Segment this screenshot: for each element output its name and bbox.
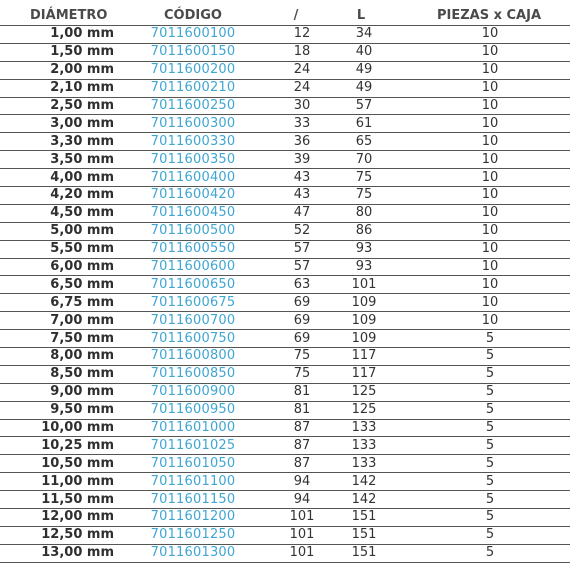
cell-codigo: 7011600950 <box>120 401 266 419</box>
cell-i: 75 <box>266 365 326 383</box>
cell-codigo: 7011600500 <box>120 222 266 240</box>
cell-i: 57 <box>266 240 326 258</box>
cell-piezas: 10 <box>396 79 570 97</box>
table-row <box>0 491 570 509</box>
table-row <box>0 509 570 527</box>
cell-piezas: 10 <box>396 240 570 258</box>
table-header <box>0 6 570 26</box>
cell-piezas: 5 <box>396 401 570 419</box>
cell-piezas: 5 <box>396 383 570 401</box>
cell-l: 142 <box>326 473 396 491</box>
cell-diametro: 12,50 mm <box>0 526 120 544</box>
cell-piezas: 10 <box>396 43 570 61</box>
cell-diametro: 7,00 mm <box>0 312 120 330</box>
table-row <box>0 115 570 133</box>
cell-i: 87 <box>266 419 326 437</box>
cell-diametro: 13,00 mm <box>0 544 120 562</box>
cell-codigo: 7011600330 <box>120 133 266 151</box>
cell-i: 52 <box>266 222 326 240</box>
cell-codigo: 7011600650 <box>120 276 266 294</box>
cell-i: 101 <box>266 544 326 562</box>
cell-l: 109 <box>326 330 396 348</box>
cell-codigo: 7011600700 <box>120 312 266 330</box>
cell-i: 81 <box>266 383 326 401</box>
cell-l: 49 <box>326 79 396 97</box>
cell-codigo: 7011601000 <box>120 419 266 437</box>
cell-i: 43 <box>266 169 326 187</box>
table-row <box>0 419 570 437</box>
cell-l: 75 <box>326 169 396 187</box>
cell-diametro: 12,00 mm <box>0 509 120 527</box>
header-i: / <box>266 6 326 26</box>
table-row <box>0 348 570 366</box>
cell-l: 57 <box>326 97 396 115</box>
cell-diametro: 7,50 mm <box>0 330 120 348</box>
cell-piezas: 10 <box>396 61 570 79</box>
table-row <box>0 437 570 455</box>
cell-piezas: 5 <box>396 544 570 562</box>
cell-codigo: 7011601150 <box>120 491 266 509</box>
cell-i: 57 <box>266 258 326 276</box>
table-row <box>0 187 570 205</box>
cell-codigo: 7011601050 <box>120 455 266 473</box>
table-row <box>0 43 570 61</box>
cell-piezas: 5 <box>396 437 570 455</box>
cell-codigo: 7011600150 <box>120 43 266 61</box>
cell-piezas: 5 <box>396 473 570 491</box>
cell-piezas: 10 <box>396 258 570 276</box>
table-row <box>0 97 570 115</box>
cell-l: 34 <box>326 26 396 44</box>
cell-piezas: 10 <box>396 312 570 330</box>
cell-piezas: 10 <box>396 133 570 151</box>
cell-piezas: 5 <box>396 509 570 527</box>
cell-l: 133 <box>326 455 396 473</box>
header-codigo: CÓDIGO <box>120 6 266 26</box>
table-row <box>0 526 570 544</box>
cell-codigo: 7011600210 <box>120 79 266 97</box>
cell-i: 87 <box>266 437 326 455</box>
product-table <box>0 6 570 563</box>
cell-piezas: 5 <box>396 491 570 509</box>
cell-codigo: 7011600750 <box>120 330 266 348</box>
table-row <box>0 240 570 258</box>
table-row <box>0 455 570 473</box>
table-row <box>0 276 570 294</box>
cell-i: 94 <box>266 473 326 491</box>
header-row <box>0 6 570 26</box>
cell-diametro: 2,50 mm <box>0 97 120 115</box>
cell-l: 133 <box>326 419 396 437</box>
cell-piezas: 10 <box>396 151 570 169</box>
cell-codigo: 7011600100 <box>120 26 266 44</box>
cell-i: 75 <box>266 348 326 366</box>
cell-codigo: 7011600675 <box>120 294 266 312</box>
cell-diametro: 8,00 mm <box>0 348 120 366</box>
table-row <box>0 365 570 383</box>
cell-piezas: 10 <box>396 169 570 187</box>
cell-diametro: 5,00 mm <box>0 222 120 240</box>
cell-codigo: 7011601250 <box>120 526 266 544</box>
cell-codigo: 7011600550 <box>120 240 266 258</box>
cell-diametro: 4,00 mm <box>0 169 120 187</box>
cell-l: 80 <box>326 204 396 222</box>
cell-i: 33 <box>266 115 326 133</box>
cell-l: 117 <box>326 365 396 383</box>
cell-l: 151 <box>326 509 396 527</box>
cell-diametro: 10,00 mm <box>0 419 120 437</box>
table-row <box>0 383 570 401</box>
header-l: L <box>326 6 396 26</box>
cell-piezas: 5 <box>396 526 570 544</box>
cell-diametro: 6,00 mm <box>0 258 120 276</box>
cell-l: 101 <box>326 276 396 294</box>
cell-l: 109 <box>326 312 396 330</box>
cell-diametro: 10,25 mm <box>0 437 120 455</box>
table-row <box>0 330 570 348</box>
cell-i: 63 <box>266 276 326 294</box>
cell-diametro: 10,50 mm <box>0 455 120 473</box>
cell-l: 86 <box>326 222 396 240</box>
cell-codigo: 7011601025 <box>120 437 266 455</box>
table-row <box>0 222 570 240</box>
cell-i: 24 <box>266 79 326 97</box>
cell-piezas: 10 <box>396 222 570 240</box>
cell-piezas: 10 <box>396 97 570 115</box>
cell-i: 69 <box>266 330 326 348</box>
cell-i: 43 <box>266 187 326 205</box>
cell-i: 69 <box>266 294 326 312</box>
cell-l: 117 <box>326 348 396 366</box>
header-diametro: DIÁMETRO <box>0 6 120 26</box>
cell-codigo: 7011600900 <box>120 383 266 401</box>
cell-diametro: 11,50 mm <box>0 491 120 509</box>
cell-i: 47 <box>266 204 326 222</box>
table-row <box>0 204 570 222</box>
cell-i: 94 <box>266 491 326 509</box>
cell-l: 125 <box>326 401 396 419</box>
cell-i: 101 <box>266 509 326 527</box>
cell-diametro: 5,50 mm <box>0 240 120 258</box>
cell-diametro: 3,30 mm <box>0 133 120 151</box>
cell-l: 151 <box>326 544 396 562</box>
table-row <box>0 26 570 44</box>
cell-diametro: 11,00 mm <box>0 473 120 491</box>
table-row <box>0 258 570 276</box>
cell-l: 75 <box>326 187 396 205</box>
cell-i: 36 <box>266 133 326 151</box>
cell-codigo: 7011600250 <box>120 97 266 115</box>
table-row <box>0 294 570 312</box>
cell-l: 93 <box>326 240 396 258</box>
cell-diametro: 8,50 mm <box>0 365 120 383</box>
cell-piezas: 10 <box>396 187 570 205</box>
cell-codigo: 7011600300 <box>120 115 266 133</box>
cell-l: 109 <box>326 294 396 312</box>
cell-piezas: 10 <box>396 26 570 44</box>
cell-diametro: 4,50 mm <box>0 204 120 222</box>
cell-diametro: 1,00 mm <box>0 26 120 44</box>
cell-l: 93 <box>326 258 396 276</box>
cell-diametro: 3,00 mm <box>0 115 120 133</box>
table-row <box>0 169 570 187</box>
cell-i: 101 <box>266 526 326 544</box>
cell-codigo: 7011600200 <box>120 61 266 79</box>
cell-diametro: 9,00 mm <box>0 383 120 401</box>
cell-piezas: 5 <box>396 455 570 473</box>
header-piezas: PIEZAS x CAJA <box>396 6 570 26</box>
cell-l: 142 <box>326 491 396 509</box>
cell-diametro: 2,10 mm <box>0 79 120 97</box>
cell-piezas: 5 <box>396 365 570 383</box>
cell-piezas: 10 <box>396 115 570 133</box>
cell-piezas: 5 <box>396 330 570 348</box>
cell-piezas: 5 <box>396 419 570 437</box>
cell-i: 24 <box>266 61 326 79</box>
cell-i: 12 <box>266 26 326 44</box>
cell-diametro: 3,50 mm <box>0 151 120 169</box>
cell-l: 125 <box>326 383 396 401</box>
cell-diametro: 6,50 mm <box>0 276 120 294</box>
table-row <box>0 61 570 79</box>
cell-l: 70 <box>326 151 396 169</box>
cell-i: 30 <box>266 97 326 115</box>
cell-piezas: 10 <box>396 276 570 294</box>
cell-i: 18 <box>266 43 326 61</box>
cell-diametro: 6,75 mm <box>0 294 120 312</box>
cell-codigo: 7011600800 <box>120 348 266 366</box>
cell-i: 81 <box>266 401 326 419</box>
table-row <box>0 544 570 562</box>
cell-codigo: 7011600600 <box>120 258 266 276</box>
cell-piezas: 10 <box>396 204 570 222</box>
cell-i: 87 <box>266 455 326 473</box>
cell-l: 40 <box>326 43 396 61</box>
cell-codigo: 7011601200 <box>120 509 266 527</box>
table-row <box>0 133 570 151</box>
cell-diametro: 4,20 mm <box>0 187 120 205</box>
cell-l: 61 <box>326 115 396 133</box>
table-row <box>0 401 570 419</box>
cell-codigo: 7011601300 <box>120 544 266 562</box>
table-body <box>0 26 570 563</box>
cell-l: 151 <box>326 526 396 544</box>
table-row <box>0 473 570 491</box>
cell-codigo: 7011600400 <box>120 169 266 187</box>
cell-codigo: 7011600850 <box>120 365 266 383</box>
cell-diametro: 9,50 mm <box>0 401 120 419</box>
cell-codigo: 7011600450 <box>120 204 266 222</box>
cell-l: 133 <box>326 437 396 455</box>
table-row <box>0 312 570 330</box>
cell-diametro: 2,00 mm <box>0 61 120 79</box>
cell-diametro: 1,50 mm <box>0 43 120 61</box>
cell-i: 69 <box>266 312 326 330</box>
cell-l: 65 <box>326 133 396 151</box>
cell-codigo: 7011601100 <box>120 473 266 491</box>
cell-i: 39 <box>266 151 326 169</box>
cell-piezas: 10 <box>396 294 570 312</box>
table-row <box>0 151 570 169</box>
cell-codigo: 7011600420 <box>120 187 266 205</box>
cell-piezas: 5 <box>396 348 570 366</box>
cell-l: 49 <box>326 61 396 79</box>
table-row <box>0 79 570 97</box>
cell-codigo: 7011600350 <box>120 151 266 169</box>
